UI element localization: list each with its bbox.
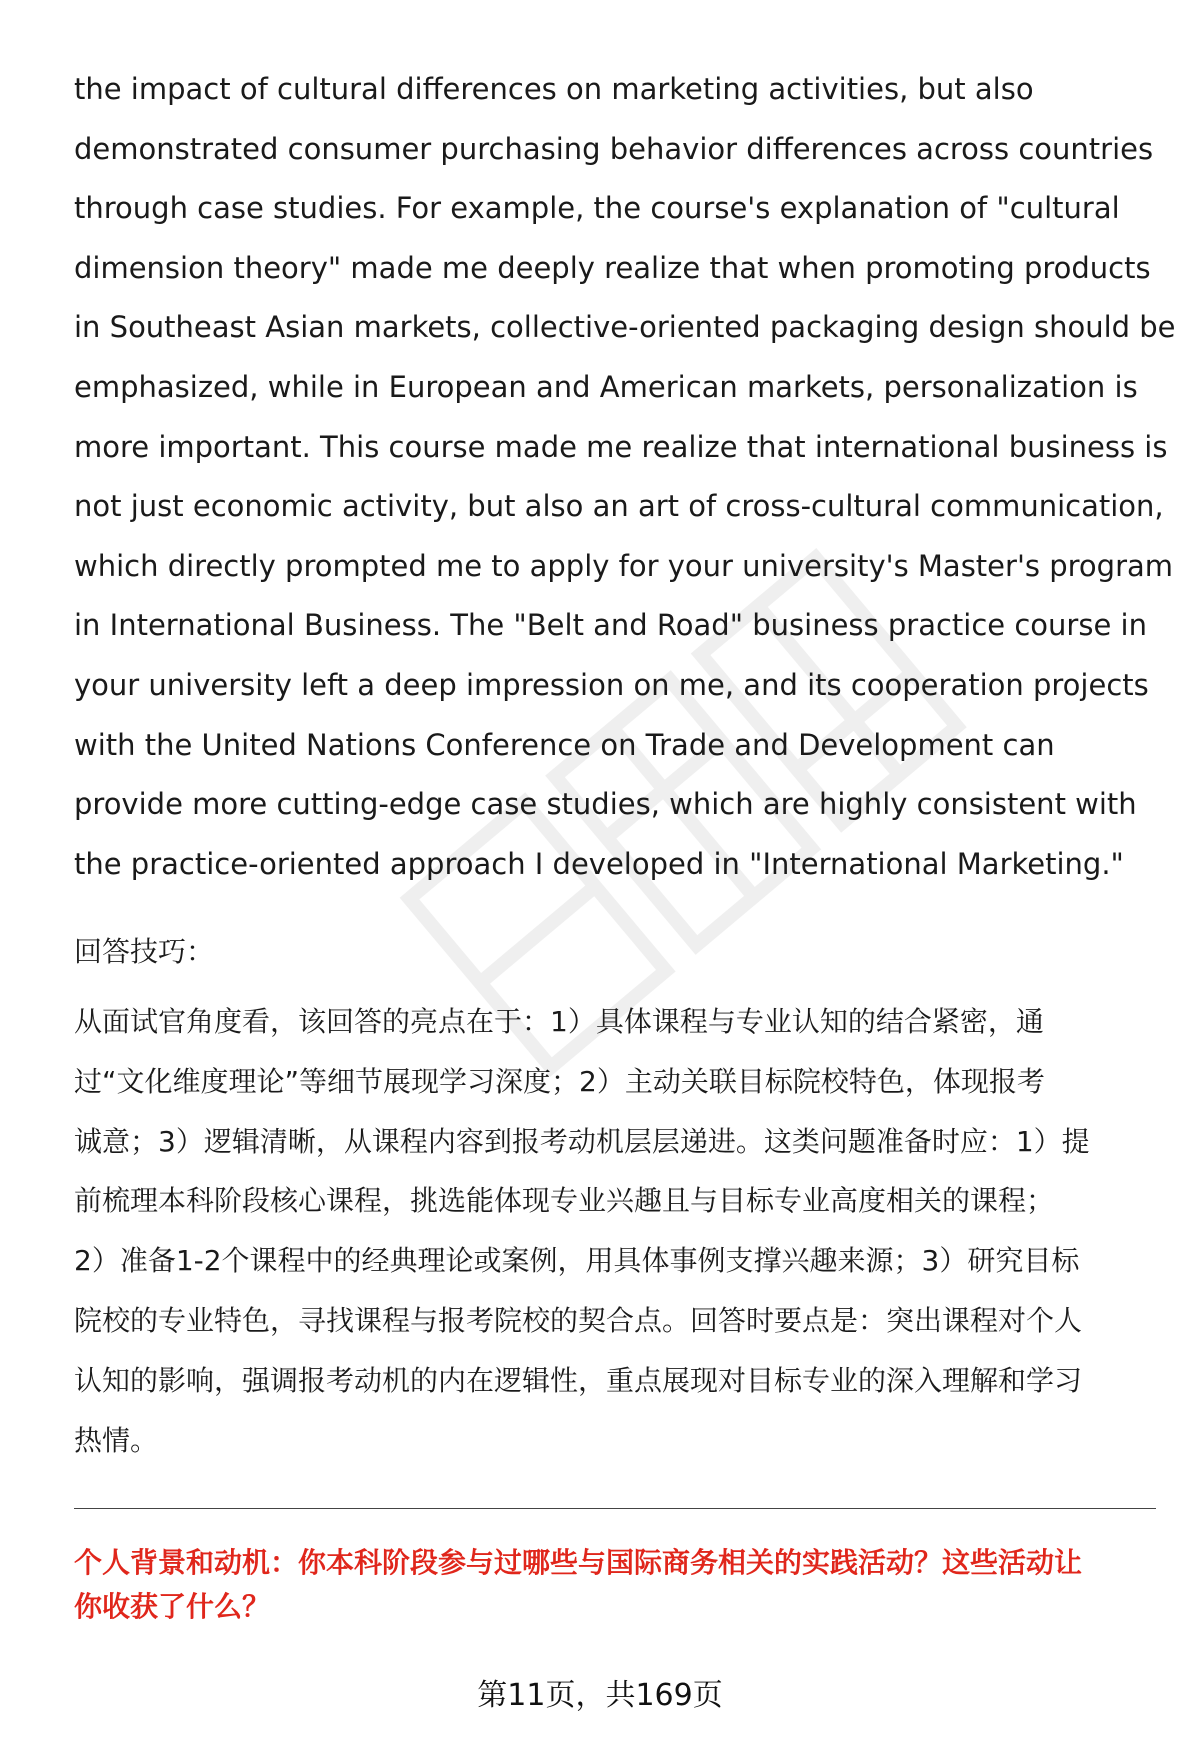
next-question-heading [74,1541,1159,1629]
answer-line: in Southeast Asian markets, collective-oriented packaging design should be [74,310,1176,345]
tips-line: 2）准备1-2个课程中的经典理论或案例，用具体事例支撑兴趣来源；3）研究目标 [74,1244,1080,1278]
tips-line: 认知的影响，强调报考动机的内在逻辑性，重点展现对目标专业的深入理解和学习 [74,1363,1083,1397]
tips-paragraph [74,992,1154,1470]
page-number: 第11页，共169页 [477,1678,723,1713]
answer-line: with the United Nations Conference on Trade and Development can [74,727,1055,762]
section-divider [74,1508,1156,1509]
answer-line: emphasized, while in European and American markets, personalization is [74,369,1138,404]
answer-line: your university left a deep impression on me, and its cooperation projects [74,667,1149,702]
answer-line: not just economic activity, but also an art of cross-cultural communication, [74,489,1164,524]
answer-line: in International Business. The "Belt and Road" business practice course in [74,608,1147,643]
tips-line: 从面试官角度看，该回答的亮点在于：1）具体课程与专业认知的结合紧密，通 [74,1005,1044,1038]
answer-line: demonstrated consumer purchasing behavior differences across countries [74,131,1154,166]
answer-line: through case studies. For example, the course's explanation of "cultural [74,191,1120,226]
tips-line: 过“文化维度理论”等细节展现学习深度；2）主动关联目标院校特色，体现报考 [74,1064,1045,1098]
answer-line: dimension theory" made me deeply realize that when promoting products [74,250,1151,285]
next-question-line: 个人背景和动机：你本科阶段参与过哪些与国际商务相关的实践活动？这些活动让 [74,1546,1083,1579]
tips-line: 诚意；3）逻辑清晰，从课程内容到报考动机层层递进。这类问题准备时应：1）提 [74,1124,1090,1158]
answer-line: more important. This course made me realize that international business is [74,429,1168,464]
answer-line: provide more cutting-edge case studies, which are highly consistent with [74,787,1137,822]
tips-line: 热情。 [74,1423,159,1457]
next-question-line: 你收获了什么？ [74,1590,271,1623]
tips-heading: 回答技巧： [74,935,215,968]
answer-line: the practice-oriented approach I developed in "International Marketing." [74,846,1124,881]
answer-line: which directly prompted me to apply for your university's Master's program [74,548,1174,583]
answer-paragraph-english [74,60,1176,894]
tips-line: 前梳理本科阶段核心课程，挑选能体现专业兴趣且与目标专业高度相关的课程； [74,1184,1055,1218]
answer-line: the impact of cultural differences on marketing activities, but also [74,72,1034,106]
tips-line: 院校的专业特色，寻找课程与报考院校的契合点。回答时要点是：突出课程对个人 [74,1303,1083,1337]
